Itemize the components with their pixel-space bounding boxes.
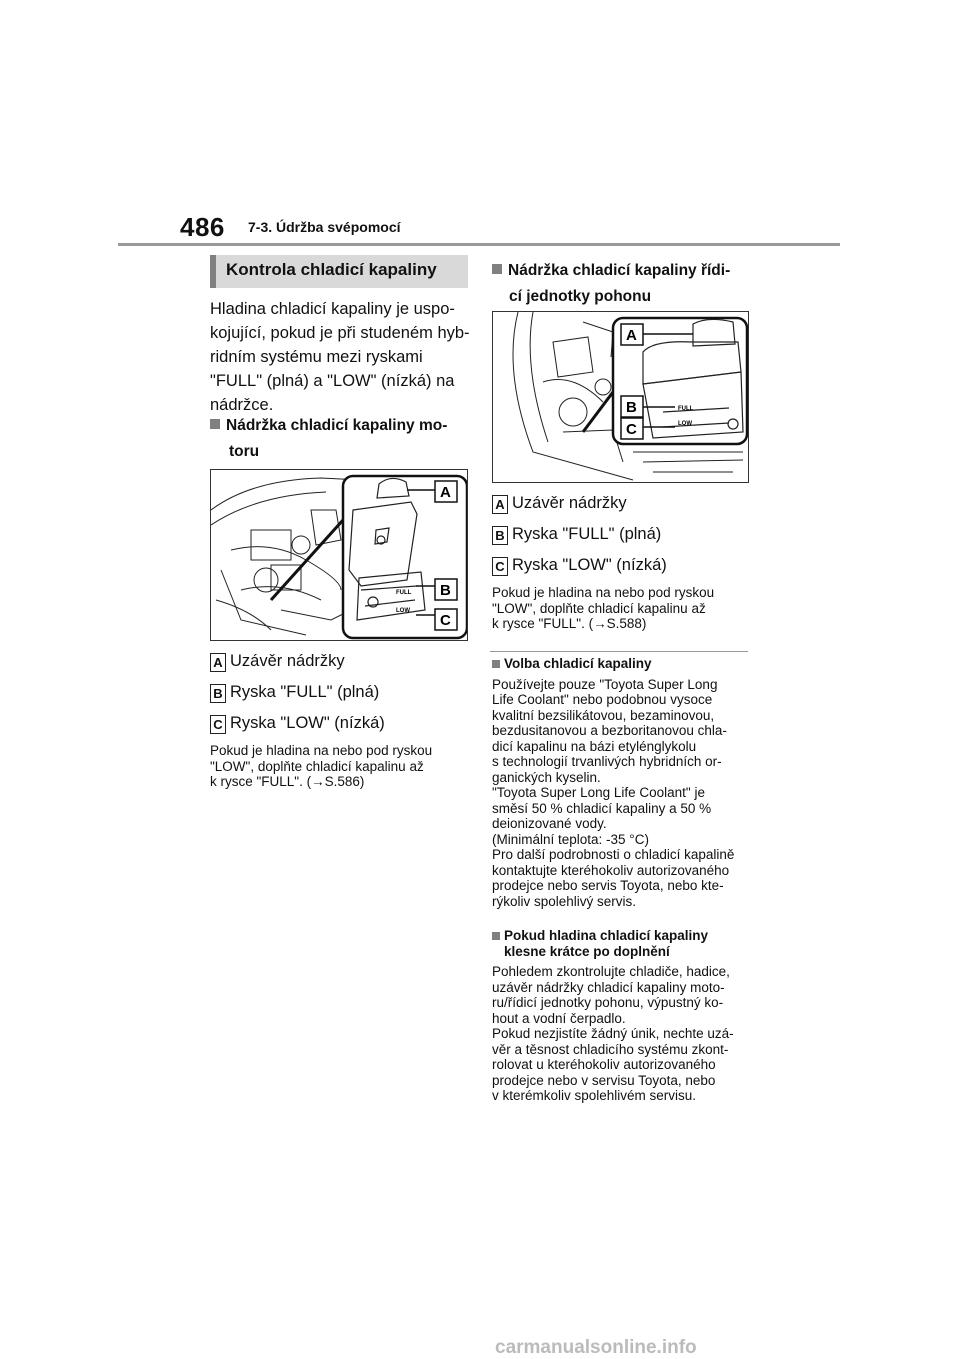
legend-letter: A (492, 495, 508, 514)
bullet-square-icon (492, 264, 502, 274)
note-line: Pokud je hladina na nebo pod ryskou (492, 585, 715, 600)
callout-b: B (440, 582, 451, 599)
note-line: "Toyota Super Long Life Coolant" je (492, 785, 705, 800)
legend-letter: B (492, 526, 508, 545)
note-title: Pokud hladina chladicí kapaliny (504, 928, 709, 943)
note-line: v kterémkoliv spolehlivém servisu. (492, 1088, 697, 1103)
section-title-box (210, 255, 468, 288)
legend-item (210, 714, 385, 736)
full-mark: FULL (396, 590, 412, 596)
legend-letter: C (210, 715, 226, 734)
note-body (492, 677, 734, 910)
intro-line: ridním systému mezi ryskami (210, 348, 423, 366)
subhead-line: Nádržka chladicí kapaliny mo- (226, 417, 448, 434)
intro-line: Hladina chladicí kapaliny je uspo- (210, 300, 455, 318)
note-line: dicí kapalinu na bázi etylénglykolu (492, 738, 697, 754)
note-line: "LOW", doplňte chladicí kapalinu až (492, 600, 706, 616)
note-line: ganických kyselin. (492, 769, 601, 785)
legend-item (492, 556, 667, 578)
note-title: klesne krátce po doplnění (504, 943, 670, 959)
subhead-line: toru (229, 443, 260, 460)
note-line: k rysce "FULL". (→S.588) (492, 616, 647, 631)
note-line: prodejce nebo servis Toyota, nebo kte- (492, 878, 724, 893)
note-body (492, 964, 734, 1104)
header-divider (118, 243, 840, 246)
bullet-square-icon (210, 419, 220, 429)
bullet-square-icon (492, 932, 500, 940)
note-line: kontaktujte kteréhokoliv autorizovaného (492, 862, 730, 878)
note-line: uzávěr nádržky chladicí kapaliny moto- (492, 979, 725, 995)
legend-text: Ryska "LOW" (nízká) (230, 714, 385, 732)
note-line: Pokud je hladina na nebo pod ryskou (210, 743, 433, 758)
right-legend (492, 494, 667, 578)
note-line: k rysce "FULL". (→S.586) (210, 774, 365, 789)
pcu-coolant-figure (492, 311, 749, 483)
coolant-choice-note (492, 656, 734, 909)
subhead-line: cí jednotky pohonu (509, 288, 652, 305)
legend-text: Uzávěr nádržky (230, 652, 345, 670)
low-mark: LOW (678, 421, 692, 427)
intro-line: "FULL" (plná) a "LOW" (nízká) na (210, 372, 455, 390)
level-drop-note (492, 928, 734, 1104)
legend-text: Ryska "FULL" (plná) (230, 683, 380, 701)
legend-text: Ryska "LOW" (nízká) (512, 556, 667, 574)
legend-item (492, 494, 667, 516)
note-line: směsí 50 % chladicí kapaliny a 50 % (492, 800, 712, 816)
callout-b: B (626, 399, 637, 416)
footer-watermark: carmanualsonline.info (495, 1337, 697, 1358)
note-line: Pohledem zkontrolujte chladiče, hadice, (492, 964, 730, 979)
bullet-square-icon (492, 660, 500, 668)
legend-letter: C (492, 557, 508, 576)
note-line: prodejce nebo v servisu Toyota, nebo (492, 1072, 716, 1088)
note-line: Life Coolant" nebo podobnou vysoce (492, 692, 713, 707)
note-line: hout a vodní čerpadlo. (492, 1010, 626, 1026)
note-line: rolovat u kteréhokoliv autorizovaného (492, 1057, 716, 1072)
intro-line: nádržce. (210, 396, 274, 414)
intro-paragraph (210, 297, 470, 417)
right-note (492, 585, 714, 632)
note-line: ru/řídicí jednotky pohonu, výpustný ko- (492, 995, 724, 1010)
callout-c: C (440, 612, 451, 629)
page-number: 486 (180, 212, 225, 242)
legend-letter: B (210, 684, 226, 703)
note-line: Pro další podrobnosti o chladicí kapalině (492, 847, 735, 862)
chapter-title: 7-3. Údržba svépomocí (248, 219, 401, 235)
callout-c: C (626, 421, 637, 438)
note-line: bezdusitanovou a bezboritanovou chla- (492, 723, 727, 738)
note-line: rýkoliv spolehlivý servis. (492, 893, 637, 909)
note-line: deionizované vody. (492, 816, 607, 831)
note-line: kvalitní bezsilikátovou, bezaminovou, (492, 707, 715, 723)
full-mark: FULL (678, 406, 694, 412)
pcu-tank-subhead (492, 258, 730, 310)
engine-coolant-figure (210, 469, 468, 641)
subhead-line: Nádržka chladicí kapaliny řídi- (508, 262, 731, 279)
note-line: věr a těsnost chladicího systému zkont- (492, 1041, 729, 1057)
legend-letter: A (210, 653, 226, 672)
legend-item (210, 683, 385, 705)
intro-line: kojující, pokud je při studeném hyb- (210, 324, 470, 342)
legend-text: Uzávěr nádržky (512, 494, 627, 512)
left-note (210, 743, 432, 790)
note-line: "LOW", doplňte chladicí kapalinu až (210, 758, 424, 774)
note-title: Volba chladicí kapaliny (504, 656, 652, 671)
legend-item (210, 652, 385, 674)
legend-text: Ryska "FULL" (plná) (512, 525, 662, 543)
note-line: s technologií trvanlivých hybridních or- (492, 754, 722, 769)
notes-divider (490, 651, 748, 652)
note-line: Pokud nezjistíte žádný únik, nechte uzá- (492, 1026, 734, 1041)
callout-a: A (626, 327, 637, 344)
low-mark: LOW (396, 608, 410, 614)
callout-a: A (440, 484, 451, 501)
legend-item (492, 525, 667, 547)
engine-bay-illustration (211, 470, 467, 640)
section-title: Kontrola chladicí kapaliny (226, 260, 437, 279)
left-legend (210, 652, 385, 736)
engine-tank-subhead (210, 413, 447, 465)
note-line: Používejte pouze "Toyota Super Long (492, 676, 718, 692)
pcu-bay-illustration (493, 312, 748, 482)
note-line: (Minimální teplota: -35 °C) (492, 831, 649, 847)
